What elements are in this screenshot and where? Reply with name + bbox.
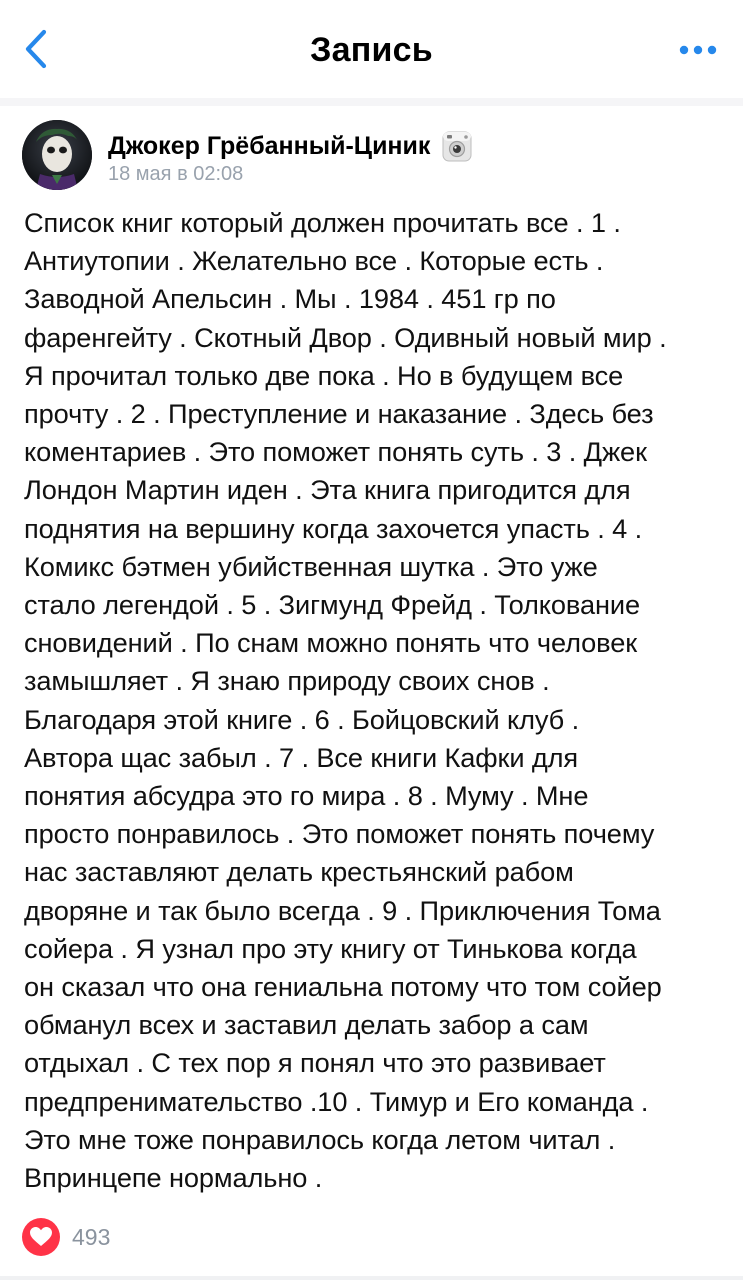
- header-divider: [0, 98, 743, 106]
- post-timestamp: 18 мая в 02:08: [108, 163, 244, 185]
- like-count: 493: [72, 1223, 111, 1250]
- instant-camera-icon: [440, 128, 474, 164]
- post-text: Список книг который должен прочитать все . 1 . Антиутопии . Желательно все . Которые есть . Заводной Апельсин . Мы . 1984 . 451 гр по фаренгейту . Скотный Двор . Одивный новый мир . Я прочитал только две пока . Но в будущем все прочту . 2 . Преступление и наказание . Здесь без коментариев . Это поможет понять суть . 3 . Джек Лондон Мартин иден . Эта книга пригодится для поднятия на вершину когда захочется упасть . 4 . Комикс бэтмен убийственная шутка . Это уже стало легендой . 5 . Зигмунд Фрейд . Толкование сновидений . По снам можно понять что человек замышляет . Я знаю природу своих снов . Благодаря этой книге . 6 . Бойцовский клуб . Автора щас забыл . 7 . Все книги Кафки для понятия абсудра это го мира . 8 . Муму . Мне просто понравилось . Это поможет понять почему нас заставляют делать крестьянский рабом дворяне и так было всегда . 9 . Приключения Тома сойера . Я узнал про эту книгу от Тинькова когда он сказал что она гениальна потому что том сойер обманул всех и заставил делать забор а сам отдыхал . С тех пор я понял что это развивает предпренимательство .10 . Тимур и Его команда . Это мне тоже понравилось когда летом читал . Впринцепе нормально .: [24, 207, 667, 1194]
- heart-icon: [22, 1218, 60, 1256]
- page-title: Запись: [310, 31, 433, 69]
- like-button[interactable]: [22, 1218, 110, 1256]
- nav-bar: [0, 0, 743, 98]
- author-name-label: Джокер Грёбанный-Циник: [108, 132, 431, 160]
- joker-avatar-image: [22, 120, 92, 190]
- more-dots-icon: [679, 45, 717, 55]
- more-button[interactable]: [673, 28, 723, 72]
- avatar[interactable]: [22, 120, 92, 190]
- post-header: [22, 120, 722, 192]
- bottom-divider: [0, 1276, 743, 1280]
- author-name[interactable]: [108, 128, 474, 164]
